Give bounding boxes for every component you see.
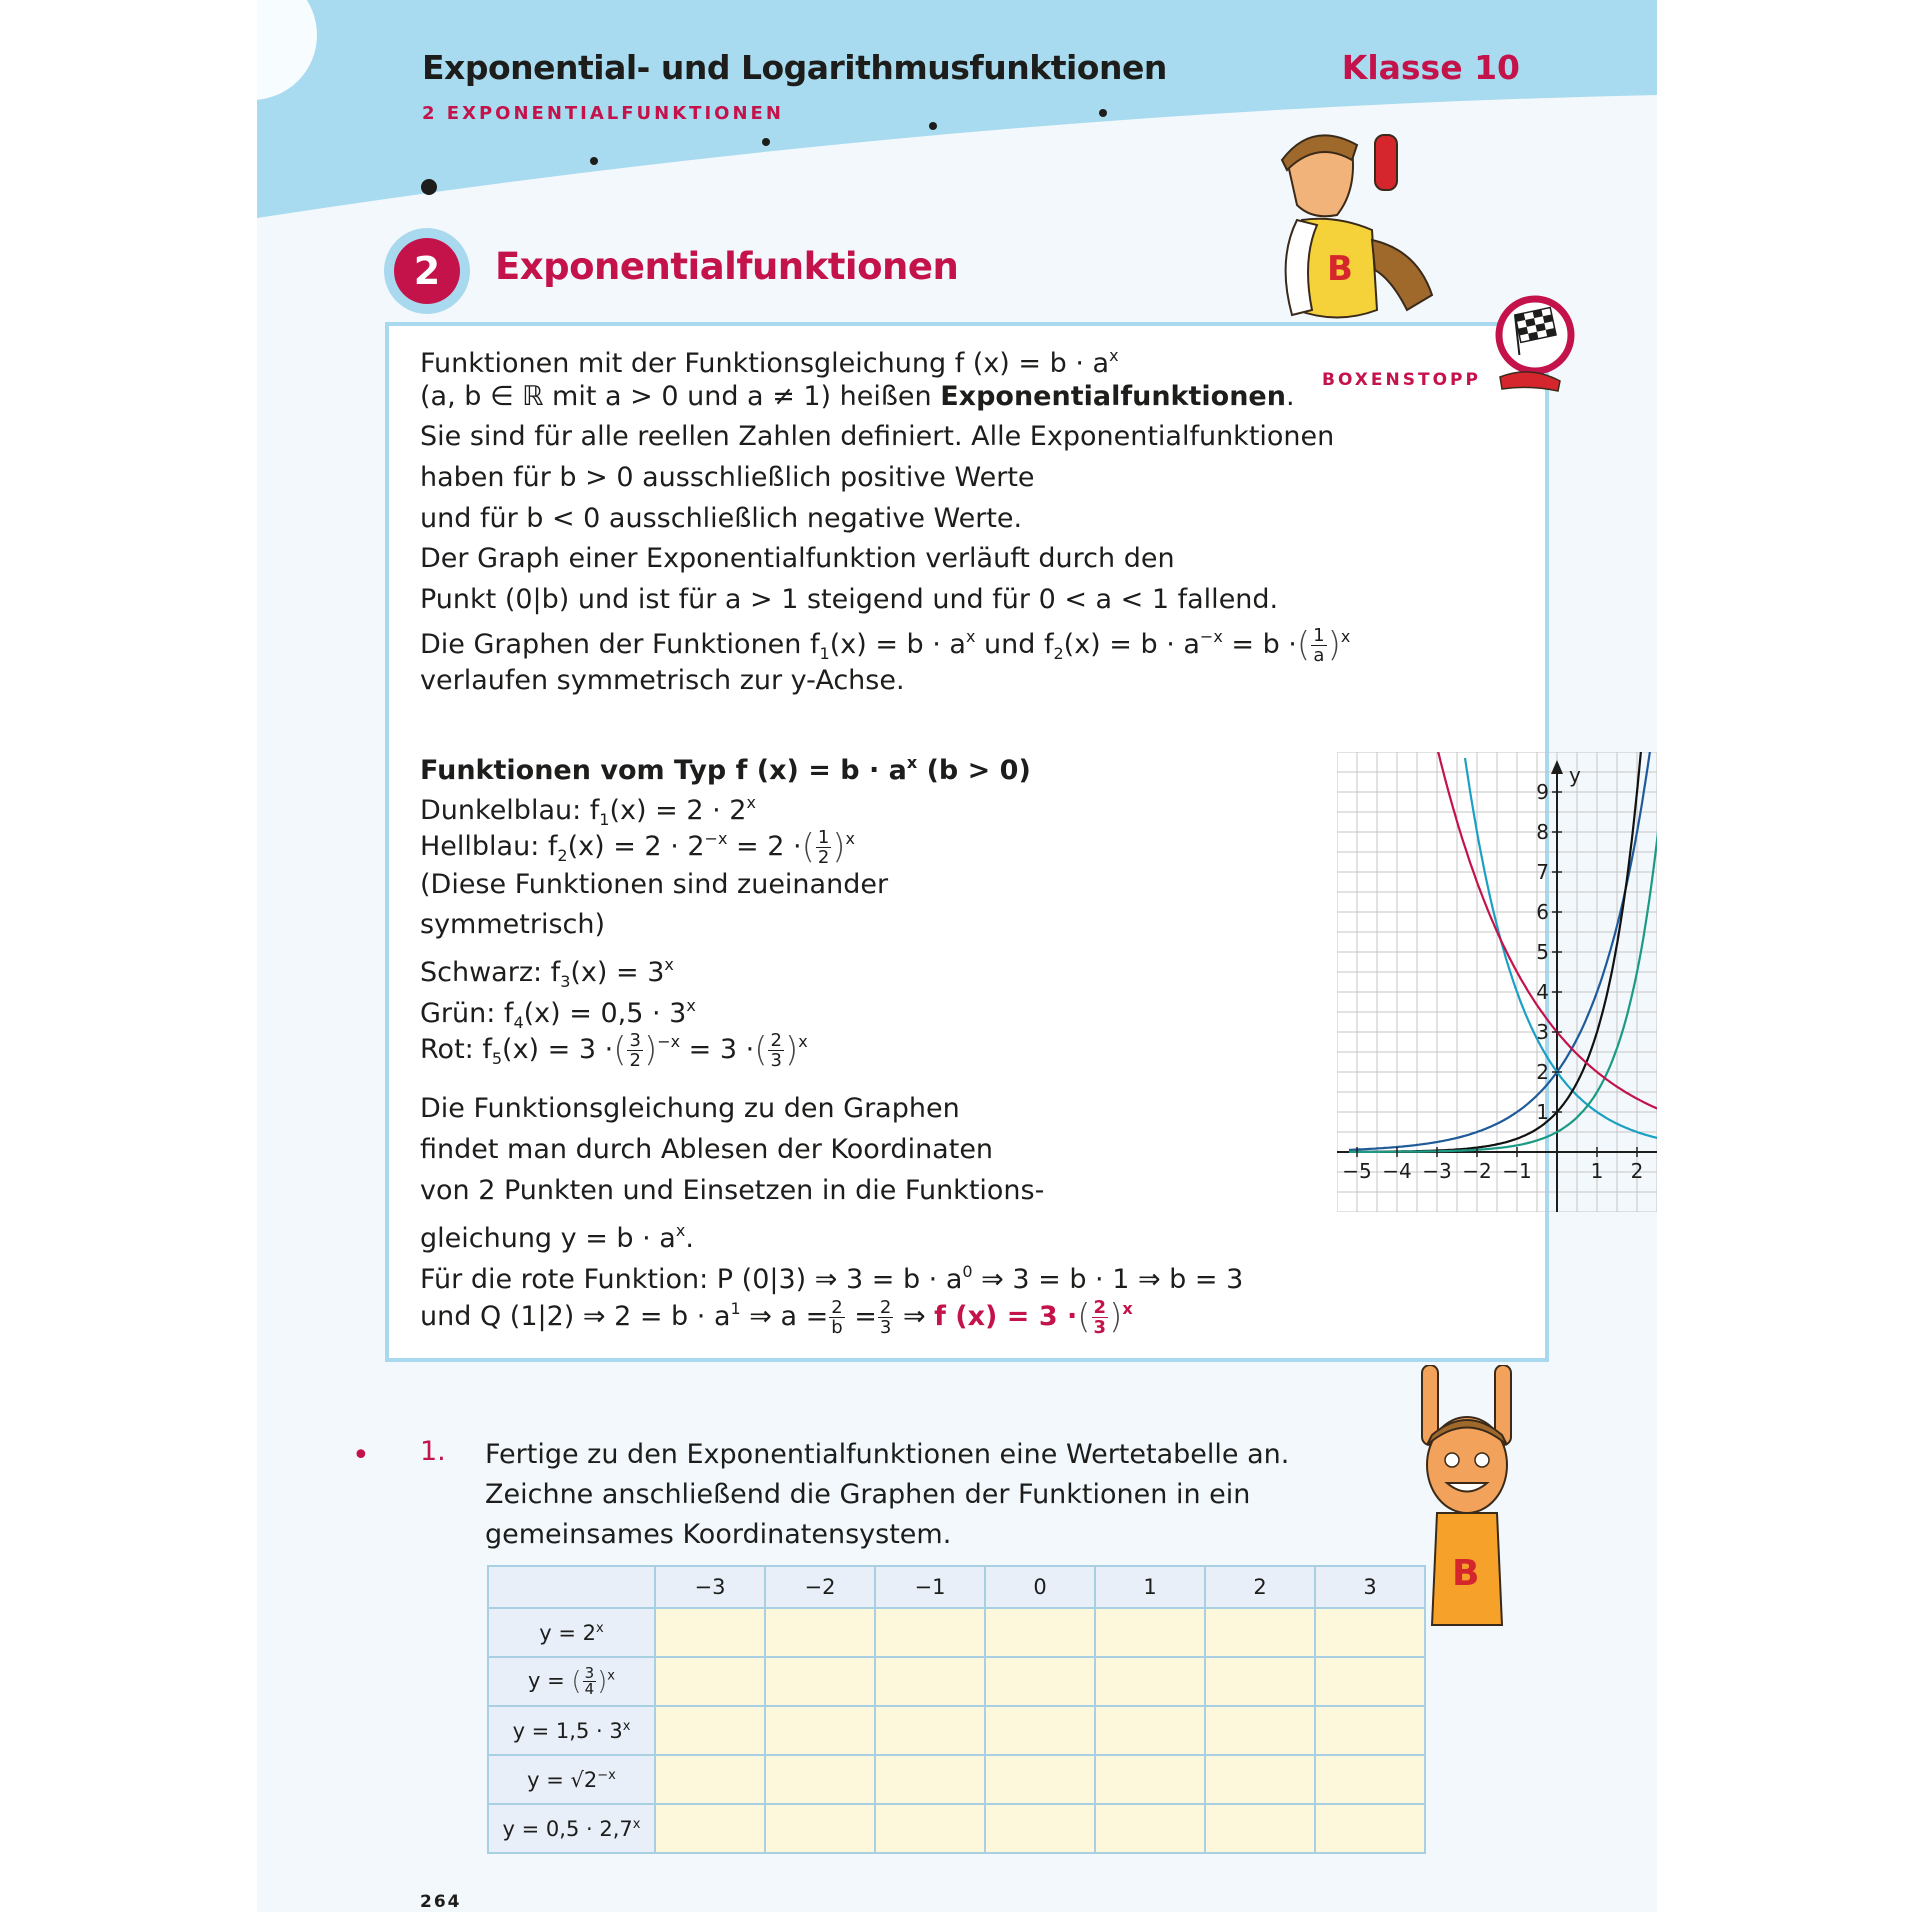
row-label: $y = 2^x$ xyxy=(488,1608,655,1657)
answer-cell[interactable] xyxy=(655,1804,765,1853)
x-tick-label: −3 xyxy=(1422,1159,1452,1183)
answer-cell[interactable] xyxy=(1205,1706,1315,1755)
series-line xyxy=(1465,758,1657,1149)
answer-cell[interactable] xyxy=(985,1804,1095,1853)
text-line: gleichung $y = b \cdot a^x$. xyxy=(420,1221,694,1254)
table-row xyxy=(488,1608,1425,1657)
header-dot xyxy=(929,122,937,130)
header-dot xyxy=(762,138,770,146)
table-row xyxy=(488,1706,1425,1755)
section-number: 2 xyxy=(394,238,460,304)
text-line: Für die rote Funktion: P (0|3) ⇒ $3 = b \cdot a^0$ ⇒ 3 = b · 1 ⇒ b = 3 xyxy=(420,1262,1244,1295)
row-label: $y = 0,5 \cdot 2,7^x$ xyxy=(488,1804,655,1853)
y-tick-label: 2 xyxy=(1536,1060,1549,1084)
answer-cell[interactable] xyxy=(765,1755,875,1804)
legend-dark-blue: Dunkelblau: $f_1(x) = 2 \cdot 2^x$ xyxy=(420,793,756,829)
svg-text:B: B xyxy=(1452,1553,1480,1594)
answer-cell[interactable] xyxy=(985,1608,1095,1657)
table-header-cell: −3 xyxy=(655,1566,765,1608)
answer-cell[interactable] xyxy=(1095,1657,1205,1706)
y-tick-label: 6 xyxy=(1536,900,1549,924)
answer-cell[interactable] xyxy=(655,1608,765,1657)
text-line: Die Funktionsgleichung zu den Graphen xyxy=(420,1093,960,1124)
answer-cell[interactable] xyxy=(1315,1657,1425,1706)
text-line: findet man durch Ablesen der Koordinaten xyxy=(420,1134,994,1165)
table-header-cell: 3 xyxy=(1315,1566,1425,1608)
result-formula: f (x) = 3 ·( $\frac{2}{3}$ )$^x$ xyxy=(934,1297,1133,1338)
answer-cell[interactable] xyxy=(985,1706,1095,1755)
text-line: Punkt (0|b) und ist für a > 1 steigend und für 0 < a < 1 fallend. xyxy=(420,584,1279,615)
answer-cell[interactable] xyxy=(765,1608,875,1657)
answer-cell[interactable] xyxy=(875,1755,985,1804)
grade-label: Klasse 10 xyxy=(1341,48,1520,87)
exercise-text: gemeinsames Koordinatensystem. xyxy=(485,1519,952,1550)
page-number: 264 xyxy=(420,1892,462,1912)
y-tick-label: 1 xyxy=(1536,1100,1549,1124)
text-line: Der Graph einer Exponentialfunktion verläuft durch den xyxy=(420,543,1175,574)
section-title: Exponentialfunktionen xyxy=(495,245,959,288)
table-row xyxy=(488,1755,1425,1804)
answer-cell[interactable] xyxy=(1315,1804,1425,1853)
legend-green: Grün: $f_4(x) = 0,5 \cdot 3^x$ xyxy=(420,996,696,1032)
answer-cell[interactable] xyxy=(765,1804,875,1853)
answer-cell[interactable] xyxy=(655,1706,765,1755)
table-header-cell: −2 xyxy=(765,1566,875,1608)
x-tick-label: 2 xyxy=(1630,1159,1644,1183)
text-line: (a, b ∈ ℝ mit a > 0 und a ≠ 1) heißen Exponentialfunktionen. xyxy=(420,381,1295,412)
answer-cell[interactable] xyxy=(875,1608,985,1657)
table-header-cell: 2 xyxy=(1205,1566,1315,1608)
answer-cell[interactable] xyxy=(655,1657,765,1706)
header-dot xyxy=(590,157,598,165)
answer-cell[interactable] xyxy=(1205,1804,1315,1853)
value-table xyxy=(487,1565,1426,1854)
exponential-chart xyxy=(1337,752,1767,1212)
x-tick-label: −2 xyxy=(1462,1159,1492,1183)
answer-cell[interactable] xyxy=(1095,1706,1205,1755)
table-row xyxy=(488,1657,1425,1706)
x-tick-label: −5 xyxy=(1342,1159,1372,1183)
mascot-relaxing-illustration xyxy=(1257,120,1437,360)
answer-cell[interactable] xyxy=(1205,1755,1315,1804)
y-axis-arrow xyxy=(1551,760,1563,774)
answer-cell[interactable] xyxy=(655,1755,765,1804)
text-line: Funktionen mit der Funktionsgleichung f $(x) = b \cdot a^x$ xyxy=(420,346,1119,379)
header-dot xyxy=(421,179,437,195)
answer-cell[interactable] xyxy=(1095,1608,1205,1657)
exercise-bullet: • xyxy=(352,1438,370,1473)
legend-red: Rot: $f_5(x) = 3$ ·( $\frac{3}{2}$ )$^{-x}$ = 3 ·( $\frac{2}{3}$ )$^x$ xyxy=(420,1030,808,1071)
exercise-text: Fertige zu den Exponentialfunktionen eine Wertetabelle an. xyxy=(485,1439,1290,1470)
y-tick-label: 3 xyxy=(1536,1020,1549,1044)
y-axis-label: y xyxy=(1569,763,1581,787)
chart-ticks: xy−5 −4 −3 −2 −1 1 2 3 4123456789 xyxy=(1342,763,1767,1183)
row-label: y = ( $\frac{3}{4}$ )$^x$ xyxy=(488,1657,655,1706)
chapter-title: Exponential- und Logarithmusfunktionen xyxy=(422,48,1167,87)
table-row xyxy=(488,1804,1425,1853)
answer-cell[interactable] xyxy=(985,1755,1095,1804)
answer-cell[interactable] xyxy=(1315,1755,1425,1804)
table-header-cell: −1 xyxy=(875,1566,985,1608)
legend-black: Schwarz: $f_3(x) = 3^x$ xyxy=(420,955,674,991)
x-tick-label: 1 xyxy=(1590,1159,1604,1183)
row-label: $y = √2^{-x}$ xyxy=(488,1755,655,1804)
text-line: von 2 Punkten und Einsetzen in die Funktions- xyxy=(420,1175,1045,1206)
chapter-subtitle: 2 EXPONENTIALFUNKTIONEN xyxy=(422,103,784,124)
type-heading: Funktionen vom Typ f $(x) = b \cdot a^x$ (b > 0) xyxy=(420,753,1031,786)
text-line: (Diese Funktionen sind zueinander xyxy=(420,869,889,900)
table-header-row xyxy=(488,1566,1425,1608)
book-page xyxy=(257,0,1767,1912)
table-corner xyxy=(488,1566,655,1608)
answer-cell[interactable] xyxy=(1315,1608,1425,1657)
table-header-cell: 1 xyxy=(1095,1566,1205,1608)
answer-cell[interactable] xyxy=(1095,1755,1205,1804)
text-line: und Q (1|2) ⇒ $2 = b \cdot a^1$ ⇒ a = $\frac{2}{b}$ = $\frac{2}{3}$ ⇒ f (x) = 3 ·( $\frac{2}{3}$ )$^x$ xyxy=(420,1297,1133,1338)
y-tick-label: 8 xyxy=(1536,820,1549,844)
answer-cell[interactable] xyxy=(875,1804,985,1853)
answer-cell[interactable] xyxy=(1205,1608,1315,1657)
y-tick-label: 9 xyxy=(1536,780,1549,804)
answer-cell[interactable] xyxy=(1205,1657,1315,1706)
header-dot xyxy=(1099,109,1107,117)
answer-cell[interactable] xyxy=(875,1657,985,1706)
text-line: Die Graphen der Funktionen $f_1(x) = b \cdot a^x$ und $f_2(x) = b \cdot a^{-x} = b$ ·( $\frac{1}{a}$ )$^x$ xyxy=(420,625,1351,666)
exercise-text: Zeichne anschließend die Graphen der Funktionen in ein xyxy=(485,1479,1251,1510)
answer-cell[interactable] xyxy=(875,1706,985,1755)
text-line: symmetrisch) xyxy=(420,909,606,940)
boxenstopp-label: BOXENSTOPP xyxy=(1322,370,1481,390)
legend-light-blue: Hellblau: $f_2(x) = 2 \cdot 2^{-x} = 2$ ·( $\frac{1}{2}$ )$^x$ xyxy=(420,827,856,868)
y-tick-label: 5 xyxy=(1536,940,1549,964)
text-line: Sie sind für alle reellen Zahlen definiert. Alle Exponentialfunktionen xyxy=(420,421,1335,452)
answer-cell[interactable] xyxy=(1095,1804,1205,1853)
answer-cell[interactable] xyxy=(765,1657,875,1706)
section-badge xyxy=(384,228,470,314)
text-line: haben für b > 0 ausschließlich positive Werte xyxy=(420,462,1035,493)
text-line: verlaufen symmetrisch zur y-Achse. xyxy=(420,665,905,696)
answer-cell[interactable] xyxy=(985,1657,1095,1706)
y-tick-label: 7 xyxy=(1536,860,1549,884)
text-line: und für b < 0 ausschließlich negative Werte. xyxy=(420,503,1023,534)
table-header-cell: 0 xyxy=(985,1566,1095,1608)
checkered-flag-icon xyxy=(1490,295,1580,395)
svg-text:B: B xyxy=(1327,249,1353,289)
exercise-number: 1. xyxy=(420,1436,446,1467)
answer-cell[interactable] xyxy=(1315,1706,1425,1755)
x-tick-label: −4 xyxy=(1382,1159,1412,1183)
answer-cell[interactable] xyxy=(765,1706,875,1755)
row-label: $y = 1,5 \cdot 3^x$ xyxy=(488,1706,655,1755)
y-tick-label: 4 xyxy=(1536,980,1549,1004)
x-tick-label: −1 xyxy=(1502,1159,1532,1183)
